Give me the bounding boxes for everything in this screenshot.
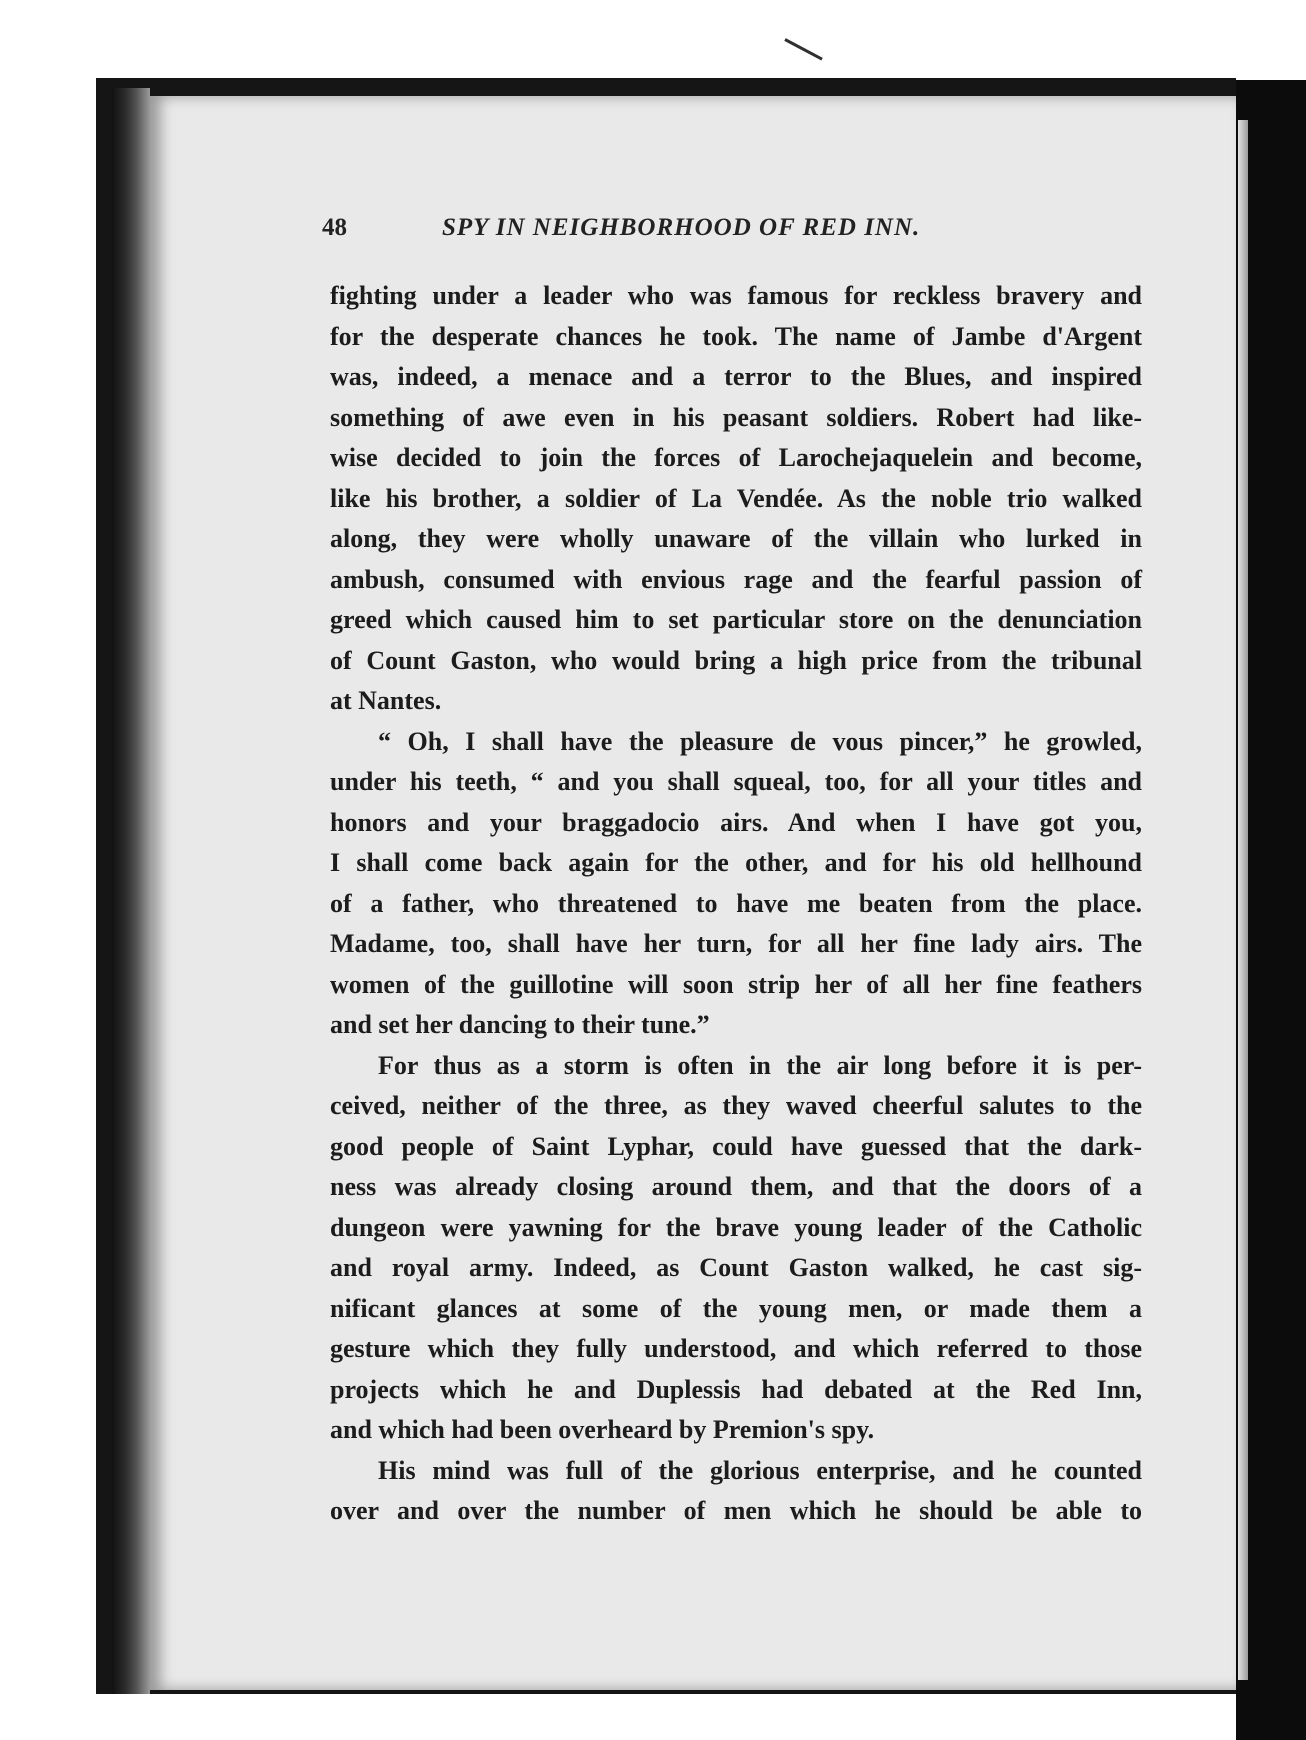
text-line: honors and your braggadocio airs. And when I have got you, (330, 807, 1142, 837)
text-line: and royal army. Indeed, as Count Gaston walked, he cast sig- (330, 1253, 1142, 1282)
text-line: good people of Saint Lyphar, could have guessed that the dark- (330, 1131, 1142, 1161)
text-line: something of awe even in his peasant soldiers. Robert had like- (330, 402, 1142, 432)
text-line: and set her dancing to their tune.” (330, 1010, 710, 1039)
text-line: greed which caused him to set particular store on the denunciation (330, 605, 1142, 634)
running-head (322, 208, 1142, 248)
running-title: SPY IN NEIGHBORHOOD OF RED INN. (442, 214, 921, 241)
text-line: nificant glances at some of the young men, or made them a (330, 1293, 1142, 1323)
text-line: dungeon were yawning for the brave young leader of the Catholic (330, 1212, 1142, 1242)
text-line: women of the guillotine will soon strip her of all her fine feathers (330, 969, 1142, 999)
text-line: For thus as a storm is often in the air long before it is per- (378, 1050, 1142, 1080)
text-line: His mind was full of the glorious enterprise, and he counted (378, 1455, 1142, 1485)
text-line: Madame, too, shall have her turn, for all her fine lady airs. The (330, 929, 1142, 958)
text-line: projects which he and Duplessis had debated at the Red Inn, (330, 1374, 1142, 1404)
text-line: and which had been overheard by Premion's spy. (330, 1415, 875, 1444)
text-line: along, they were wholly unaware of the villain who lurked in (330, 524, 1142, 553)
text-line: of a father, who threatened to have me beaten from the place. (330, 888, 1142, 918)
text-line: fighting under a leader who was famous for reckless bravery and (330, 281, 1142, 310)
text-line: ness was already closing around them, and that the doors of a (330, 1172, 1142, 1201)
book-binding (112, 88, 150, 1694)
scan-mark (784, 38, 822, 60)
text-line: “ Oh, I shall have the pleasure de vous pincer,” he growled, (378, 726, 1142, 756)
text-line: ceived, neither of the three, as they waved cheerful salutes to the (330, 1091, 1142, 1120)
page-number: 48 (322, 214, 347, 241)
text-line: was, indeed, a menace and a terror to the Blues, and inspired (330, 362, 1142, 391)
text-line: of Count Gaston, who would bring a high price from the tribunal (330, 645, 1142, 675)
body-text (330, 276, 1142, 1532)
text-line: wise decided to join the forces of Larochejaquelein and become, (330, 443, 1142, 472)
text-line: I shall come back again for the other, and for his old hellhound (330, 848, 1142, 877)
text-line: ambush, consumed with envious rage and the fearful passion of (330, 564, 1142, 594)
text-line: under his teeth, “ and you shall squeal, too, for all your titles and (330, 767, 1142, 796)
text-line: over and over the number of men which he should be able to (330, 1496, 1142, 1525)
text-line: for the desperate chances he took. The name of Jambe d'Argent (330, 321, 1142, 351)
text-line: gesture which they fully understood, and which referred to those (330, 1334, 1142, 1363)
text-line: at Nantes. (330, 686, 442, 715)
text-line: like his brother, a soldier of La Vendée. As the noble trio walked (330, 483, 1142, 513)
page-edge-strip (1238, 120, 1248, 1680)
